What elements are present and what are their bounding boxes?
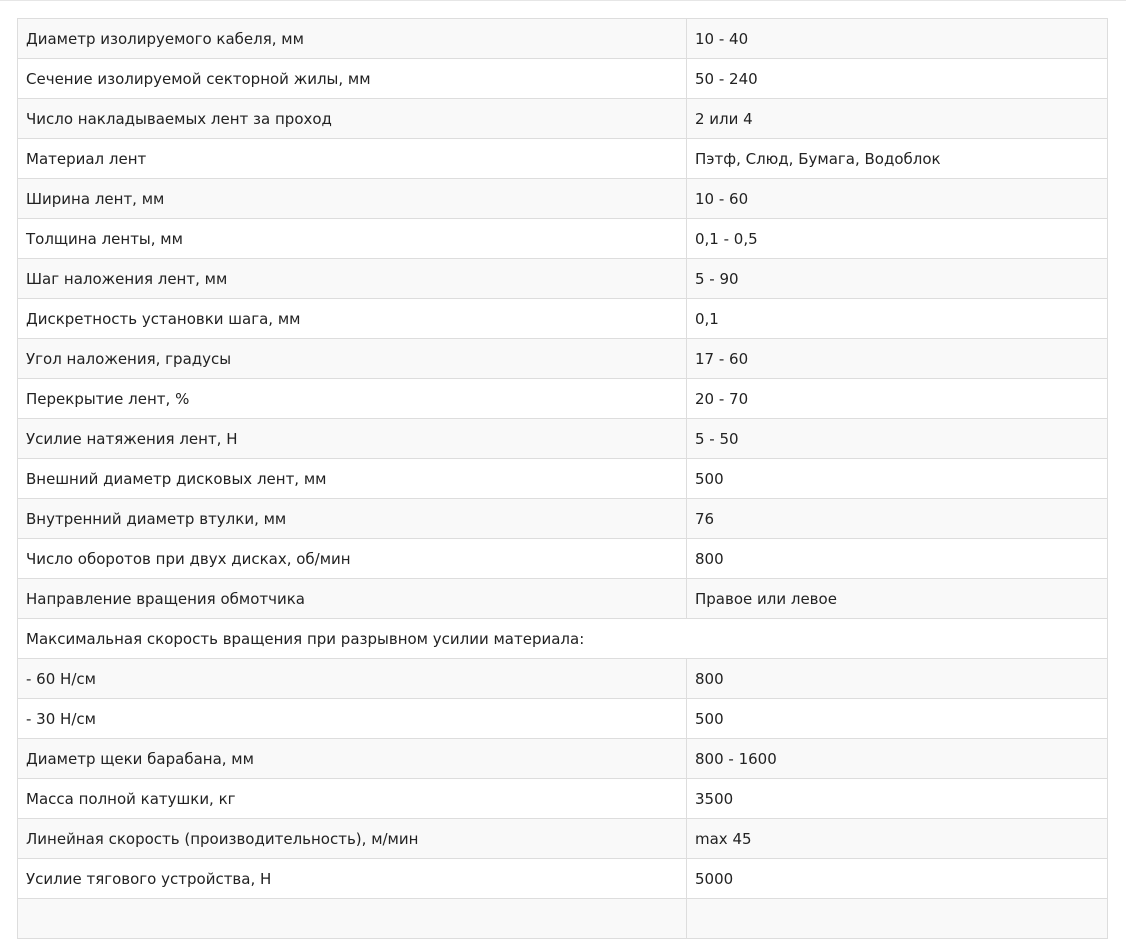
table-row bbox=[18, 99, 1108, 139]
table-row-section-heading bbox=[18, 619, 1108, 659]
table-row bbox=[18, 539, 1108, 579]
value-cell: 10 - 60 bbox=[687, 179, 1108, 219]
table-row bbox=[18, 179, 1108, 219]
parameter-cell: Сечение изолируемой секторной жилы, мм bbox=[18, 59, 687, 99]
parameter-cell: Линейная скорость (производительность), м/мин bbox=[18, 819, 687, 859]
parameter-cell: Материал лент bbox=[18, 139, 687, 179]
table-row bbox=[18, 659, 1108, 699]
specifications-table bbox=[17, 18, 1108, 939]
specifications-table-body bbox=[18, 19, 1108, 939]
value-cell: 5 - 90 bbox=[687, 259, 1108, 299]
parameter-cell: Усилие тягового устройства, Н bbox=[18, 859, 687, 899]
value-cell: 0,1 bbox=[687, 299, 1108, 339]
table-row bbox=[18, 59, 1108, 99]
parameter-cell: Угол наложения, градусы bbox=[18, 339, 687, 379]
table-row bbox=[18, 779, 1108, 819]
value-cell: 17 - 60 bbox=[687, 339, 1108, 379]
value-cell: 5000 bbox=[687, 859, 1108, 899]
top-divider bbox=[0, 0, 1126, 1]
value-cell: max 45 bbox=[687, 819, 1108, 859]
parameter-cell: Толщина ленты, мм bbox=[18, 219, 687, 259]
value-cell: 76 bbox=[687, 499, 1108, 539]
parameter-cell: Перекрытие лент, % bbox=[18, 379, 687, 419]
value-cell: 800 bbox=[687, 659, 1108, 699]
parameter-cell: Число накладываемых лент за проход bbox=[18, 99, 687, 139]
parameter-cell: Направление вращения обмотчика bbox=[18, 579, 687, 619]
parameter-cell bbox=[18, 899, 687, 939]
value-cell: Пэтф, Слюд, Бумага, Водоблок bbox=[687, 139, 1108, 179]
parameter-cell: Внутренний диаметр втулки, мм bbox=[18, 499, 687, 539]
table-row bbox=[18, 139, 1108, 179]
value-cell bbox=[687, 899, 1108, 939]
value-cell: 10 - 40 bbox=[687, 19, 1108, 59]
parameter-cell: Внешний диаметр дисковых лент, мм bbox=[18, 459, 687, 499]
parameter-cell: Дискретность установки шага, мм bbox=[18, 299, 687, 339]
value-cell: 50 - 240 bbox=[687, 59, 1108, 99]
value-cell: 5 - 50 bbox=[687, 419, 1108, 459]
value-cell: Правое или левое bbox=[687, 579, 1108, 619]
value-cell: 2 или 4 bbox=[687, 99, 1108, 139]
table-row bbox=[18, 419, 1108, 459]
value-cell: 20 - 70 bbox=[687, 379, 1108, 419]
table-row bbox=[18, 859, 1108, 899]
value-cell: 500 bbox=[687, 459, 1108, 499]
table-row bbox=[18, 339, 1108, 379]
table-row bbox=[18, 259, 1108, 299]
parameter-cell: Шаг наложения лент, мм bbox=[18, 259, 687, 299]
parameter-cell: Ширина лент, мм bbox=[18, 179, 687, 219]
value-cell: 0,1 - 0,5 bbox=[687, 219, 1108, 259]
table-row bbox=[18, 299, 1108, 339]
table-row bbox=[18, 379, 1108, 419]
table-row bbox=[18, 219, 1108, 259]
table-row bbox=[18, 499, 1108, 539]
table-row bbox=[18, 699, 1108, 739]
value-cell: 800 bbox=[687, 539, 1108, 579]
section-heading-cell: Максимальная скорость вращения при разрывном усилии материала: bbox=[18, 619, 1108, 659]
value-cell: 800 - 1600 bbox=[687, 739, 1108, 779]
table-row bbox=[18, 19, 1108, 59]
parameter-cell: Масса полной катушки, кг bbox=[18, 779, 687, 819]
table-row bbox=[18, 819, 1108, 859]
value-cell: 500 bbox=[687, 699, 1108, 739]
parameter-cell: Число оборотов при двух дисках, об/мин bbox=[18, 539, 687, 579]
table-row bbox=[18, 459, 1108, 499]
table-row bbox=[18, 899, 1108, 939]
parameter-cell: Диаметр изолируемого кабеля, мм bbox=[18, 19, 687, 59]
parameter-cell: Усилие натяжения лент, Н bbox=[18, 419, 687, 459]
parameter-cell: Диаметр щеки барабана, мм bbox=[18, 739, 687, 779]
value-cell: 3500 bbox=[687, 779, 1108, 819]
table-row bbox=[18, 739, 1108, 779]
parameter-cell: - 60 Н/см bbox=[18, 659, 687, 699]
parameter-cell: - 30 Н/см bbox=[18, 699, 687, 739]
table-row bbox=[18, 579, 1108, 619]
